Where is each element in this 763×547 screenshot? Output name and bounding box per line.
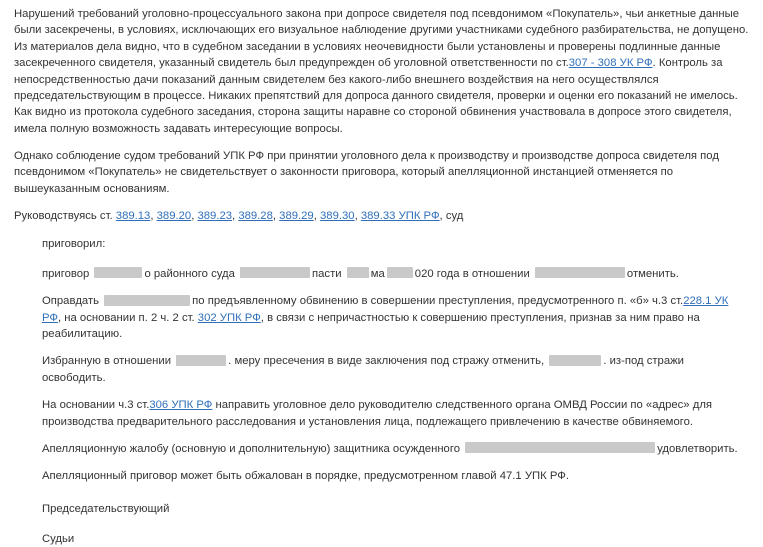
appeal-procedure-text: Апелляционный приговор может быть обжалован в порядке, предусмотренном главой 47.1 УПК РФ. [42,470,569,483]
signature-judges-label: Судьи [42,533,75,545]
cancel-verdict-text-2: о районного суда [144,267,235,280]
sentenced-heading-text: приговорил: [42,237,106,250]
send-case-text-1: На основании ч.3 ст. [42,399,150,412]
send-case-text-2: направить уголовное дело руководителю следственного органа ОМВД России по «адрес» для производства предварительного расследования и установления лица, подлежащего привлечению в качестве обвиняемого. [42,399,713,428]
guided-by-prefix: Руководствуясь ст. [14,210,113,223]
paragraph-text-part-2: . Контроль за непосредственностью дачи показаний данным свидетелем без какого-либо внешнего воздействия на него осуществлялся председательствующим в процессе. Никаких препятствий для допроса данного свидетеля, проверки и оценки его показаний не имелось. Как видно из протокола судебного заседания, сторона защиты наравне со стороной обвинения участвовала в допросе этого свидетеля, имела полную возможность задавать интересующие вопросы. [14,57,738,135]
redacted-block [387,267,413,278]
law-link-389-28[interactable]: 389.28 [238,210,273,223]
release-text-1: Избранную в отношении [42,355,172,368]
law-link-306-upk-rf[interactable]: 306 УПК РФ [149,399,213,412]
acquit-text-1: Оправдать [42,295,100,308]
redacted-block [535,267,625,278]
paragraph-acquit [14,293,749,342]
cancel-verdict-text-6: отменить. [626,267,679,280]
acquit-text-4: , в связи с непричастностью к совершению преступления, признав за ним право на реабилитацию. [42,311,700,340]
paragraph-sentenced-heading [14,236,749,252]
paragraph-release-from-custody [14,353,749,386]
signature-judges [14,531,749,547]
law-link-228-1-uk-rf[interactable]: 228.1 УК РФ [42,295,729,324]
law-link-389-23[interactable]: 389.23 [197,210,233,223]
redacted-block [94,267,142,278]
redacted-block [347,267,369,278]
paragraph-verdict-legality [14,148,749,197]
signature-chairman [14,501,749,517]
cancel-verdict-text-3: пасти [312,267,342,280]
guided-by-suffix: , суд [439,210,464,223]
redacted-block [104,295,190,306]
acquit-text-2: по предъявленному обвинению в совершении преступления, предусмотренного п. «б» ч.3 ст. [192,295,684,308]
cancel-verdict-text-4: ма [370,267,385,280]
cancel-verdict-text-1: приговор [42,267,90,280]
redacted-block [549,355,601,366]
law-link-389-13[interactable]: 389.13 [115,210,151,223]
law-link-307-308-uk-rf[interactable]: 307 - 308 УК РФ [568,57,653,70]
paragraph-appeal-procedure [14,468,749,484]
redacted-block [465,442,655,453]
law-link-389-20[interactable]: 389.20 [156,210,192,223]
paragraph-cancel-verdict [14,266,749,282]
law-link-389-33-upk-rf[interactable]: 389.33 УПК РФ [360,210,440,223]
paragraph-send-case-to-investigator [14,397,749,430]
appeal-granted-text-1: Апелляционную жалобу (основную и дополнительную) защитника осужденного [42,442,460,455]
paragraph-text: Однако соблюдение судом требований УПК РФ при принятии уголовного дела к производству и производстве допроса свидетеля под псевдонимом «Покупатель» не свидетельствует о законности приговора, который апелляционной инстанцией отменяется по вышеуказанным основаниям. [14,150,719,195]
redacted-block [176,355,226,366]
paragraph-appeal-granted [14,441,749,457]
paragraph-guided-by-articles: Руководствуясь ст. 389.13, 389.20, 389.23, 389.28, 389.29, 389.30, 389.33 УПК РФ, суд [14,210,464,223]
law-link-389-30[interactable]: 389.30 [320,210,355,223]
redacted-block [240,267,310,278]
paragraph-text-part-1: Нарушений требований уголовно-процессуального закона при допросе свидетеля под псевдонимом «Покупатель», чьи анкетные данные были засекречены, в условиях, исключающих его визуальное наблюдение другими участниками судебного разбирательства, не допущено. Из материалов дела видно, что в судебном заседании в условиях неочевидности были установлены и проверены подлинные данные засекреченного свидетеля, указанный свидетель был предупрежден об уголовной ответственности по ст. [14,8,749,70]
acquit-text-3: , на основании п. 2 ч. 2 ст. [58,311,195,324]
signature-chairman-label: Председательствующий [42,502,170,515]
release-text-2: . меру пресечения в виде заключения под стражу отменить, [228,355,545,368]
law-link-302-upk-rf[interactable]: 302 УПК РФ [197,311,261,324]
paragraph-witness-interrogation [14,6,749,137]
appeal-granted-text-2: удовлетворить. [657,442,738,455]
cancel-verdict-text-5: 020 года в отношении [414,267,530,280]
law-link-389-29[interactable]: 389.29 [279,210,314,223]
release-text-3: . из-под стражи освободить. [42,355,684,384]
